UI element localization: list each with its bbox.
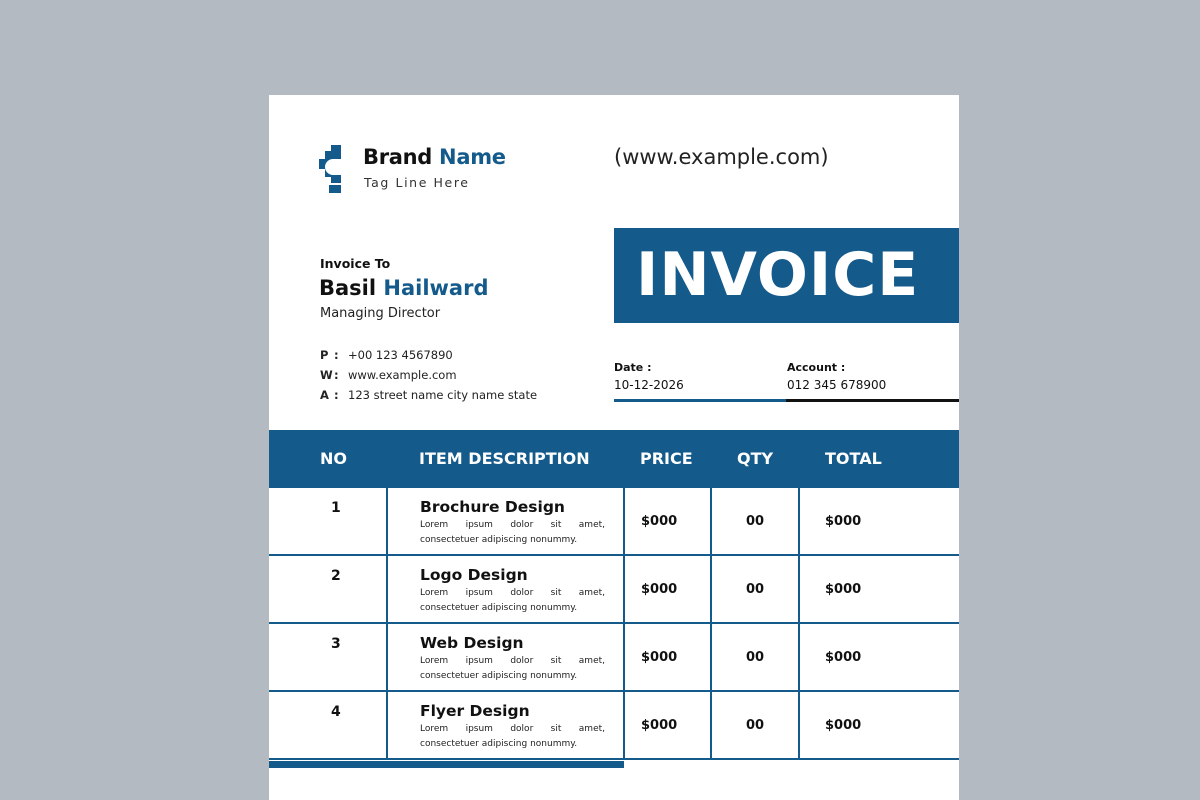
item-title: Brochure Design: [420, 498, 565, 516]
client-role: Managing Director: [320, 306, 441, 321]
account-underline: [786, 399, 959, 402]
table-row: [269, 624, 959, 692]
header-no: NO: [320, 449, 347, 468]
row-number: 2: [331, 568, 341, 584]
date-value: 10-12-2026: [614, 378, 684, 392]
contact-sep: :: [334, 348, 339, 362]
brand-name-part1: Brand: [363, 145, 433, 169]
website-header: (www.example.com): [614, 145, 829, 169]
brand-name: [363, 145, 506, 169]
item-title: Flyer Design: [420, 702, 530, 720]
item-description: Lorem ipsum dolor sit amet, consectetuer adipiscing nonummy.: [420, 588, 605, 613]
contact-web: [320, 368, 457, 382]
contact-value: 123 street name city name state: [348, 388, 538, 402]
row-number: 1: [331, 500, 341, 516]
contact-value: +00 123 4567890: [348, 348, 453, 362]
client-name: [319, 276, 489, 300]
item-price: $000: [641, 650, 678, 665]
contact-address: [320, 388, 537, 402]
table-row: [269, 488, 959, 556]
contact-value: www.example.com: [348, 368, 457, 382]
item-qty: 00: [746, 582, 765, 597]
item-qty: 00: [746, 650, 765, 665]
header-total: TOTAL: [825, 449, 882, 468]
invoice-to-label: Invoice To: [320, 256, 391, 271]
brand-tagline: Tag Line Here: [364, 175, 470, 190]
client-last-name: Hailward: [383, 276, 489, 300]
account-value: 012 345 678900: [787, 378, 887, 392]
account-label: Account :: [787, 361, 846, 374]
row-number: 3: [331, 636, 341, 652]
item-description: Lorem ipsum dolor sit amet, consectetuer adipiscing nonummy.: [420, 520, 605, 545]
item-total: $000: [825, 718, 862, 733]
contact-sep: :: [334, 388, 339, 402]
item-price: $000: [641, 514, 678, 529]
item-title: Logo Design: [420, 566, 528, 584]
item-price: $000: [641, 718, 678, 733]
item-price: $000: [641, 582, 678, 597]
contact-phone: [320, 348, 453, 362]
contact-key: A: [320, 388, 329, 402]
date-underline: [614, 399, 786, 402]
brand-name-part2: Name: [439, 145, 506, 169]
item-qty: 00: [746, 514, 765, 529]
client-first-name: Basil: [319, 276, 377, 300]
table-header: [269, 430, 959, 488]
header-price: PRICE: [640, 449, 693, 468]
item-description: Lorem ipsum dolor sit amet, consectetuer adipiscing nonummy.: [420, 656, 605, 681]
contact-key: W: [320, 368, 333, 382]
header-description: ITEM DESCRIPTION: [419, 449, 590, 468]
table-row: [269, 692, 959, 760]
gear-logo-icon: [319, 145, 351, 193]
date-label: Date :: [614, 361, 652, 374]
item-total: $000: [825, 582, 862, 597]
row-number: 4: [331, 704, 341, 720]
item-qty: 00: [746, 718, 765, 733]
invoice-title-banner: INVOICE: [614, 228, 959, 323]
invoice-page: [269, 95, 959, 800]
header-qty: QTY: [737, 449, 774, 468]
contact-sep: :: [334, 368, 339, 382]
item-description: Lorem ipsum dolor sit amet, consectetuer adipiscing nonummy.: [420, 724, 605, 749]
table-row: [269, 556, 959, 624]
item-title: Web Design: [420, 634, 524, 652]
contact-key: P: [320, 348, 329, 362]
item-total: $000: [825, 650, 862, 665]
item-total: $000: [825, 514, 862, 529]
table-footer-bar: [269, 761, 624, 768]
